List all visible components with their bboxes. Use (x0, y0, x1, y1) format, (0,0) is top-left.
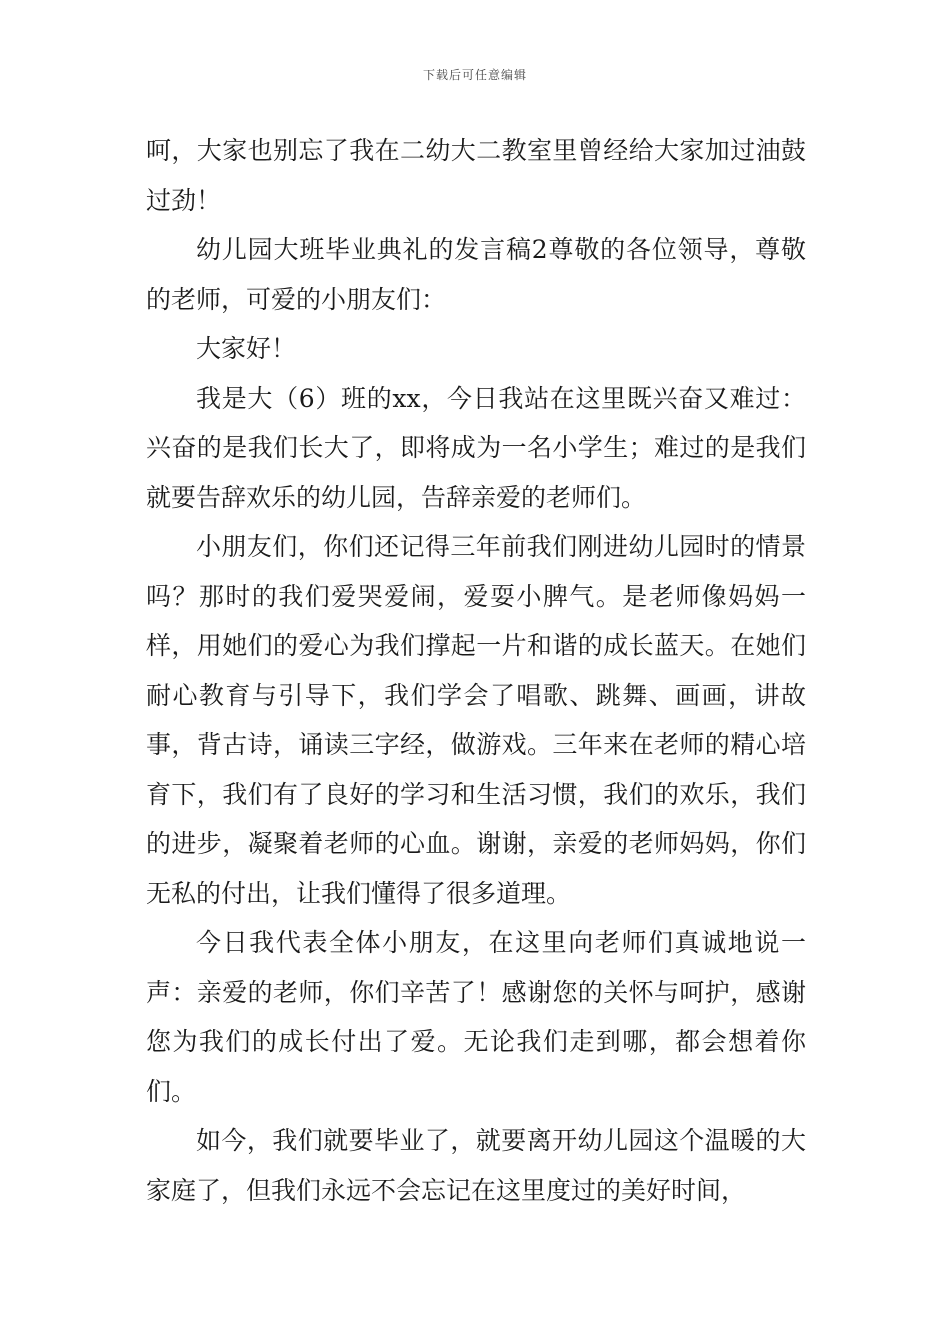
paragraph-1: 呵，大家也别忘了我在二幼大二教室里曾经给大家加过油鼓过劲！ (146, 136, 806, 215)
page-header: 下载后可任意编辑 (422, 68, 527, 82)
paragraph-4: 我是大（6）班的xx，今日我站在这里既兴奋又难过：兴奋的是我们长大了，即将成为一名小学生；难过的是我们就要告辞欢乐的幼儿园，告辞亲爱的老师们。 (146, 383, 806, 512)
paragraph-6: 今日我代表全体小朋友，在这里向老师们真诚地说一声：亲爱的老师，你们辛苦了！感谢您的关怀与呵护，感谢您为我们的成长付出了爱。无论我们走到哪，都会想着你们。 (146, 928, 806, 1106)
paragraph-7: 如今，我们就要毕业了，就要离开幼儿园这个温暖的大家庭了，但我们永远不会忘记在这里度过的美好时间， (146, 1126, 806, 1205)
paragraph-2: 幼儿园大班毕业典礼的发言稿2尊敬的各位领导，尊敬的老师，可爱的小朋友们： (146, 235, 806, 314)
paragraph-5: 小朋友们，你们还记得三年前我们刚进幼儿园时的情景吗？那时的我们爱哭爱闹，爱耍小脾气。是老师像妈妈一样，用她们的爱心为我们撑起一片和谐的成长蓝天。在她们耐心教育与引导下，我们学会了唱歌、跳舞、画画，讲故事，背古诗，诵读三字经，做游戏。三年来在老师的精心培育下，我们有了良好的学习和生活习惯，我们的欢乐，我们的进步，凝聚着老师的心血。谢谢，亲爱的老师妈妈，你们无私的付出，让我们懂得了很多道理。 (146, 532, 806, 908)
paragraph-3: 大家好！ (196, 334, 297, 363)
document-body (146, 126, 806, 1215)
